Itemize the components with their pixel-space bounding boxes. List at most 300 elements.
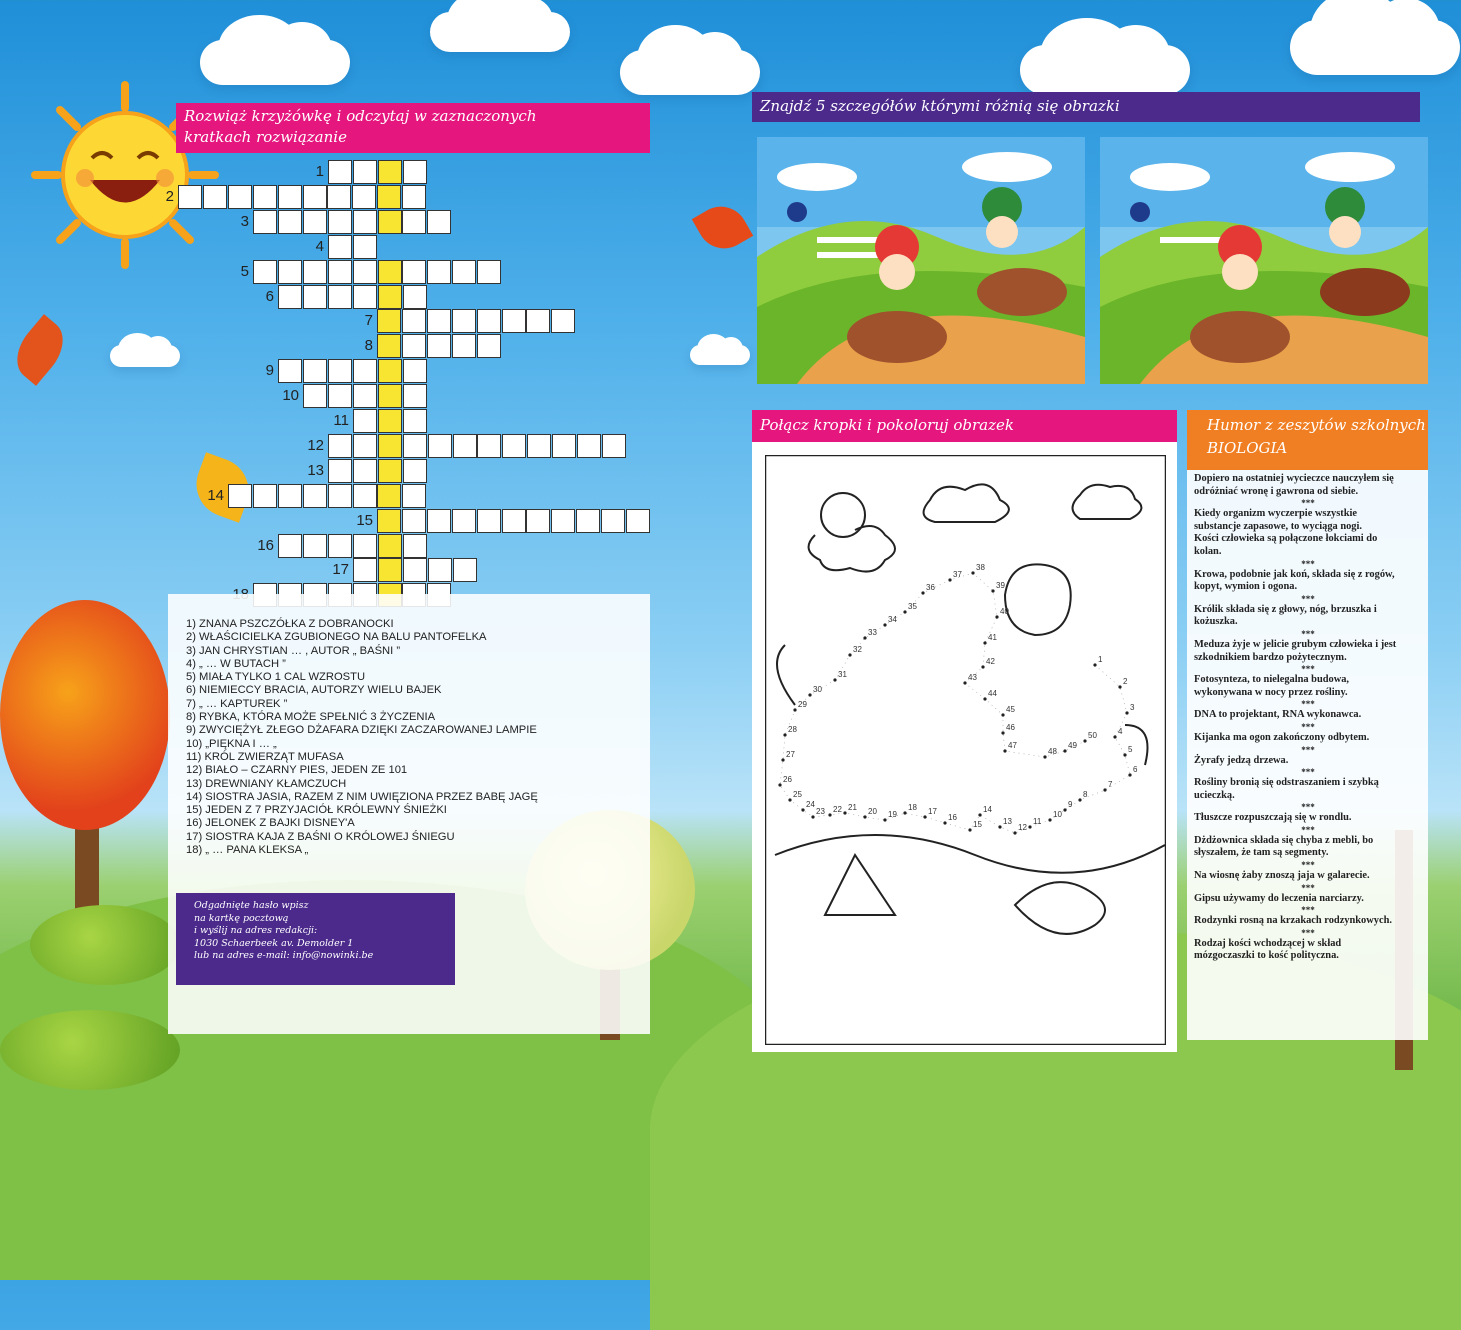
dot-point <box>971 571 974 574</box>
crossword-cell[interactable] <box>378 160 402 184</box>
joke-separator: *** <box>1301 927 1315 938</box>
clue-item: 10) „PIĘKNA I … „ <box>186 737 277 750</box>
crossword-title-line2: kratkach rozwiązanie <box>184 128 347 146</box>
dot-number: 46 <box>1006 723 1015 732</box>
crossword-cell[interactable] <box>353 210 377 234</box>
crossword-cell[interactable] <box>452 509 476 533</box>
crossword-cell[interactable] <box>353 160 377 184</box>
crossword-cell[interactable] <box>502 434 526 458</box>
dot-point <box>1125 711 1128 714</box>
crossword-cell[interactable] <box>378 459 402 483</box>
crossword-cell[interactable] <box>427 260 451 284</box>
dot-number: 2 <box>1123 677 1128 686</box>
crossword-cell[interactable] <box>378 558 402 582</box>
differences-title-banner <box>752 92 1420 122</box>
dot-point <box>863 815 866 818</box>
dot-point <box>1113 735 1116 738</box>
crossword-cell[interactable] <box>328 359 352 383</box>
dot-number: 27 <box>786 750 795 759</box>
cloud <box>1290 20 1460 75</box>
joke-line: Fotosynteza, to nielegalna budowa, <box>1194 674 1349 686</box>
address-lines <box>194 900 455 963</box>
clue-item: 8) RYBKA, KTÓRA MOŻE SPEŁNIĆ 3 ŻYCZENIA <box>186 711 436 724</box>
crossword-cell[interactable] <box>327 185 351 209</box>
joke-item <box>1194 569 1422 594</box>
crossword-cell[interactable] <box>353 285 377 309</box>
crossword-cell[interactable] <box>477 434 501 458</box>
joke-separator: *** <box>1301 664 1315 675</box>
humor-title-banner <box>1187 410 1428 470</box>
dot-point <box>1043 755 1046 758</box>
dot-point <box>1028 825 1031 828</box>
crossword-cell[interactable] <box>253 260 277 284</box>
crossword-cell[interactable] <box>602 434 626 458</box>
joke-line: Rodzynki rosną na krzakach rodzynkowych. <box>1194 915 1392 927</box>
cloud <box>110 345 180 367</box>
dot-point <box>983 697 986 700</box>
crossword-cell[interactable] <box>253 210 277 234</box>
joke-line: Rośliny bronią się odstraszaniem i szybką <box>1194 777 1379 789</box>
joke-line: Królik składa się z głowy, nóg, brzuszka i <box>1194 603 1377 615</box>
dot-number: 32 <box>853 645 862 654</box>
dot-point <box>903 610 906 613</box>
joke-item <box>1194 732 1422 745</box>
crossword-cell[interactable] <box>378 409 402 433</box>
joke-item <box>1194 508 1422 558</box>
crossword-title-line1: Rozwiąż krzyżówkę i odczytaj w zaznaczonych <box>184 107 537 125</box>
dots-picture <box>765 455 1166 1045</box>
crossword-cell[interactable] <box>626 509 650 533</box>
crossword-cell[interactable] <box>427 334 451 358</box>
clue-item: 14) SIOSTRA JASIA, RAZEM Z NIM UWIĘZIONA PRZEZ BABĘ JAGĘ <box>186 790 538 803</box>
crossword-cell[interactable] <box>328 459 352 483</box>
crossword-row-number: 9 <box>265 362 274 380</box>
dot-number: 33 <box>868 628 877 637</box>
crossword-cell[interactable] <box>353 235 377 259</box>
crossword-cell[interactable] <box>402 185 426 209</box>
dot-point <box>781 758 784 761</box>
crossword-cell[interactable] <box>403 384 427 408</box>
dot-number: 50 <box>1088 731 1097 740</box>
crossword-cell[interactable] <box>601 509 625 533</box>
dots-title-banner <box>752 410 1177 442</box>
crossword-cell[interactable] <box>377 484 401 508</box>
joke-separator: *** <box>1301 699 1315 710</box>
joke-item <box>1194 674 1422 699</box>
joke-line: Żyrafy jedzą drzewa. <box>1194 754 1289 766</box>
crossword-cell[interactable] <box>278 285 302 309</box>
dot-point <box>1123 753 1126 756</box>
joke-line: kopyt, wymion i ogona. <box>1194 581 1298 593</box>
dot-point <box>828 813 831 816</box>
humor-jokes-list <box>1194 473 1422 963</box>
crossword-cell[interactable] <box>526 509 550 533</box>
cloud <box>430 12 570 52</box>
joke-separator: *** <box>1301 558 1315 569</box>
crossword-cell[interactable] <box>278 359 302 383</box>
dot-number: 23 <box>816 807 825 816</box>
clue-item: 11) KRÓL ZWIERZĄT MUFASA <box>186 750 344 763</box>
crossword-row-number: 3 <box>240 212 249 230</box>
crossword-cell[interactable] <box>353 260 377 284</box>
crossword-cell[interactable] <box>328 210 352 234</box>
dot-number: 21 <box>848 803 857 812</box>
crossword-cell[interactable] <box>427 509 451 533</box>
joke-line: Kijanka ma ogon zakończony odbytem. <box>1194 731 1370 743</box>
crossword-cell[interactable] <box>303 210 327 234</box>
address-line: lub na adres e-mail: info@nowinki.be <box>194 950 374 961</box>
crossword-cell[interactable] <box>353 558 377 582</box>
clue-item: 15) JEDEN Z 7 PRZYJACIÓŁ KRÓLEWNY ŚNIEŻKI <box>186 804 447 817</box>
crossword-cell[interactable] <box>303 285 327 309</box>
dot-point <box>1001 731 1004 734</box>
dot-point <box>783 733 786 736</box>
crossword-cell[interactable] <box>378 210 402 234</box>
dot-number: 1 <box>1098 655 1103 664</box>
crossword-cell[interactable] <box>352 185 376 209</box>
dot-point <box>1078 798 1081 801</box>
crossword-cell[interactable] <box>427 309 451 333</box>
joke-line: kożuszka. <box>1194 616 1238 628</box>
crossword-cell[interactable] <box>428 434 452 458</box>
dot-point <box>921 591 924 594</box>
crossword-row-number: 13 <box>307 461 324 479</box>
clue-item: 6) NIEMIECCY BRACIA, AUTORZY WIELU BAJEK <box>186 684 442 697</box>
dot-point <box>1013 831 1016 834</box>
crossword-cell[interactable] <box>377 309 401 333</box>
crossword-row-number: 8 <box>364 337 373 355</box>
crossword-row-number: 2 <box>165 187 174 205</box>
crossword-cell[interactable] <box>328 484 352 508</box>
dot-point <box>903 811 906 814</box>
dot-point <box>808 693 811 696</box>
crossword-row-number: 15 <box>356 511 373 529</box>
crossword-row-number: 1 <box>315 163 324 180</box>
cloud <box>1020 45 1190 95</box>
dot-point <box>811 815 814 818</box>
crossword-cell[interactable] <box>452 309 476 333</box>
crossword-cell[interactable] <box>526 309 550 333</box>
crossword-cell[interactable] <box>403 160 427 184</box>
crossword-row-number: 5 <box>240 262 249 280</box>
joke-line: szkodnikiem bardzo pożytecznym. <box>1194 651 1347 663</box>
crossword-cell[interactable] <box>403 558 427 582</box>
crossword-cell[interactable] <box>402 509 426 533</box>
crossword-cell[interactable] <box>402 334 426 358</box>
crossword-cell[interactable] <box>502 509 526 533</box>
crossword-cell[interactable] <box>278 210 302 234</box>
joke-item <box>1194 777 1422 802</box>
clue-item: 5) MIAŁA TYLKO 1 CAL WZROSTU <box>186 671 366 684</box>
clue-item: 7) „ … KAPTUREK ” <box>186 697 288 710</box>
cloud <box>690 345 750 365</box>
dot-number: 28 <box>788 725 797 734</box>
clue-item: 12) BIAŁO – CZARNY PIES, JEDEN ZE 101 <box>186 764 408 777</box>
joke-line: Dopiero na ostatniej wycieczce nauczyłem się <box>1194 473 1394 484</box>
address-line: 1030 Schaerbeek av. Demolder 1 <box>194 937 354 949</box>
joke-line: wykonywana w nocy przez rośliny. <box>1194 686 1348 698</box>
crossword-cell[interactable] <box>328 260 352 284</box>
dot-number: 13 <box>1003 817 1012 826</box>
crossword-cell[interactable] <box>527 434 551 458</box>
crossword-cell[interactable] <box>551 309 575 333</box>
crossword-cell[interactable] <box>403 434 427 458</box>
crossword-cell[interactable] <box>552 434 576 458</box>
clue-item: 13) DREWNIANY KŁAMCZUCH <box>186 777 347 790</box>
crossword-cell[interactable] <box>502 309 526 333</box>
crossword-row-number: 17 <box>332 561 349 579</box>
joke-line: Rodzaj kości wchodzącej w skład <box>1194 937 1342 949</box>
crossword-cell[interactable] <box>328 235 352 259</box>
dot-point <box>1083 739 1086 742</box>
dot-number: 30 <box>813 685 822 694</box>
bush <box>30 905 180 985</box>
crossword-cell[interactable] <box>228 484 252 508</box>
crossword-cell[interactable] <box>402 309 426 333</box>
crossword-cell[interactable] <box>576 509 600 533</box>
crossword-cell[interactable] <box>328 534 352 558</box>
joke-line: Kiedy organizm wyczerpie wszystkie <box>1194 508 1358 520</box>
crossword-cell[interactable] <box>377 185 401 209</box>
crossword-row-number: 16 <box>257 536 274 554</box>
crossword-cell[interactable] <box>477 260 501 284</box>
dot-point <box>978 813 981 816</box>
dot-point <box>848 653 851 656</box>
dot-point <box>1003 749 1006 752</box>
dot-point <box>1128 773 1131 776</box>
dot-number: 16 <box>948 813 957 822</box>
dot-point <box>943 821 946 824</box>
dot-point <box>948 578 951 581</box>
dot-number: 6 <box>1133 765 1138 774</box>
dot-number: 9 <box>1068 800 1073 809</box>
crossword-cell[interactable] <box>403 534 427 558</box>
crossword-cell[interactable] <box>378 384 402 408</box>
joke-line: kolan. <box>1194 545 1222 557</box>
joke-item <box>1194 473 1422 498</box>
difference-picture-right <box>1100 137 1428 384</box>
crossword-cell[interactable] <box>253 484 277 508</box>
joke-item <box>1194 915 1422 928</box>
crossword-cell[interactable] <box>452 334 476 358</box>
crossword-cell[interactable] <box>278 534 302 558</box>
dot-point <box>883 818 886 821</box>
crossword-cell[interactable] <box>228 185 252 209</box>
crossword-cell[interactable] <box>353 459 377 483</box>
crossword-cell[interactable] <box>477 509 501 533</box>
crossword-cell[interactable] <box>477 309 501 333</box>
dot-number: 49 <box>1068 741 1077 750</box>
dot-number: 22 <box>833 805 842 814</box>
dot-point <box>788 798 791 801</box>
crossword-cell[interactable] <box>328 160 352 184</box>
crossword-cell[interactable] <box>303 384 327 408</box>
humor-title-line1: Humor z zeszytów szkolnych <box>1207 416 1426 434</box>
clue-item: 16) JELONEK Z BAJKI DISNEY'A <box>186 817 355 830</box>
crossword-cell[interactable] <box>577 434 601 458</box>
dot-number: 36 <box>926 583 935 592</box>
differences-title: Znajdź 5 szczegółów którymi różnią się obrazki <box>760 97 1120 115</box>
crossword-cell[interactable] <box>378 534 402 558</box>
clue-item: 17) SIOSTRA KAJA Z BAŚNI O KRÓLOWEJ ŚNIEGU <box>186 830 455 843</box>
joke-separator: *** <box>1301 824 1315 835</box>
joke-line: odróżniać wronę i gawrona od siebie. <box>1194 485 1359 497</box>
dot-point <box>863 636 866 639</box>
crossword-title-banner <box>176 103 650 153</box>
joke-separator: *** <box>1301 498 1315 509</box>
joke-line: Kości człowieka są połączone łokciami do <box>1194 533 1378 545</box>
crossword-cell[interactable] <box>253 185 277 209</box>
crossword-cell[interactable] <box>453 434 477 458</box>
dot-point <box>1001 713 1004 716</box>
joke-item <box>1194 812 1422 825</box>
crossword-cell[interactable] <box>278 484 302 508</box>
dot-number: 5 <box>1128 745 1133 754</box>
joke-line: substancje zapasowe, to wyciąga nogi. <box>1194 520 1362 532</box>
crossword-cell[interactable] <box>403 409 427 433</box>
crossword-cell[interactable] <box>402 484 426 508</box>
crossword-cell[interactable] <box>477 334 501 358</box>
joke-separator: *** <box>1301 744 1315 755</box>
crossword-cell[interactable] <box>378 359 402 383</box>
dot-point <box>995 615 998 618</box>
joke-item <box>1194 639 1422 664</box>
dot-point <box>1093 663 1096 666</box>
crossword-cell[interactable] <box>303 484 327 508</box>
crossword-cell[interactable] <box>303 359 327 383</box>
dot-point <box>843 811 846 814</box>
crossword-cell[interactable] <box>353 384 377 408</box>
crossword-cell[interactable] <box>278 185 302 209</box>
dot-number: 8 <box>1083 790 1088 799</box>
humor-title-line2: BIOLOGIA <box>1207 439 1288 457</box>
crossword-cell[interactable] <box>402 210 426 234</box>
crossword-cell[interactable] <box>353 409 377 433</box>
crossword-cell[interactable] <box>303 534 327 558</box>
joke-line: mózgoczaszki to kość polityczna. <box>1194 950 1339 962</box>
dot-number: 40 <box>1000 607 1009 616</box>
crossword-cell[interactable] <box>428 558 452 582</box>
clue-item: 2) WŁAŚCICIELKA ZGUBIONEGO NA BALU PANTOFELKA <box>186 631 487 644</box>
joke-separator: *** <box>1301 802 1315 813</box>
joke-item <box>1194 870 1422 883</box>
address-box <box>176 893 455 985</box>
crossword-cell[interactable] <box>378 285 402 309</box>
dot-number: 44 <box>988 689 997 698</box>
dot-number: 35 <box>908 602 917 611</box>
crossword-cell[interactable] <box>278 260 302 284</box>
crossword-cell[interactable] <box>403 285 427 309</box>
crossword-cell[interactable] <box>403 359 427 383</box>
crossword-cell[interactable] <box>178 185 202 209</box>
joke-line: ucieczką. <box>1194 789 1235 801</box>
joke-line: Gipsu używamy do leczenia narciarzy. <box>1194 892 1364 904</box>
dot-number: 14 <box>983 805 992 814</box>
dot-number: 25 <box>793 790 802 799</box>
crossword-cell[interactable] <box>452 260 476 284</box>
crossword-row-number: 6 <box>265 287 274 305</box>
crossword-cell[interactable] <box>353 434 377 458</box>
dot-point <box>883 623 886 626</box>
joke-separator: *** <box>1301 905 1315 916</box>
crossword-cell[interactable] <box>378 434 402 458</box>
dot-number: 38 <box>976 563 985 572</box>
crossword-cell[interactable] <box>303 260 327 284</box>
dot-point <box>991 589 994 592</box>
dot-number: 39 <box>996 581 1005 590</box>
cloud <box>620 50 760 95</box>
crossword-row-number: 12 <box>307 436 324 454</box>
dot-point <box>983 641 986 644</box>
crossword-cell[interactable] <box>328 434 352 458</box>
dot-number: 24 <box>806 800 815 809</box>
joke-line: Dżdżownica składa się chyba z mebli, bo <box>1194 834 1374 846</box>
crossword-cell[interactable] <box>377 509 401 533</box>
joke-separator: *** <box>1301 628 1315 639</box>
dot-number: 29 <box>798 700 807 709</box>
crossword-row-number: 11 <box>333 412 349 429</box>
clue-item: 4) „ … W BUTACH ” <box>186 657 286 670</box>
cloud <box>200 40 350 85</box>
address-line: Odgadnięte hasło wpisz <box>194 900 309 911</box>
crossword-cell[interactable] <box>427 210 451 234</box>
crossword-cell[interactable] <box>402 260 426 284</box>
crossword-cell[interactable] <box>403 459 427 483</box>
joke-item <box>1194 893 1422 906</box>
dot-point <box>1048 818 1051 821</box>
dot-number: 43 <box>968 673 977 682</box>
dot-number: 45 <box>1006 705 1015 714</box>
dot-number: 15 <box>973 820 982 829</box>
joke-line: Meduza żyje w jelicie grubym człowieka i jest <box>1194 638 1397 650</box>
dot-number: 31 <box>838 670 847 679</box>
crossword-cell[interactable] <box>353 484 377 508</box>
dot-point <box>1103 788 1106 791</box>
crossword-cell[interactable] <box>353 359 377 383</box>
clue-item: 3) JAN CHRYSTIAN … , AUTOR „ BAŚNI ” <box>186 644 401 657</box>
clue-item: 18) „ … PANA KLEKSA „ <box>186 844 309 857</box>
crossword-cell[interactable] <box>328 384 352 408</box>
crossword-cell[interactable] <box>378 260 402 284</box>
crossword-cell[interactable] <box>353 534 377 558</box>
dot-number: 42 <box>986 657 995 666</box>
dot-point <box>1063 808 1066 811</box>
dot-number: 19 <box>888 810 897 819</box>
crossword-cell[interactable] <box>328 285 352 309</box>
address-line: i wyślij na adres redakcji: <box>194 925 318 936</box>
dot-point <box>963 681 966 684</box>
crossword-cell[interactable] <box>377 334 401 358</box>
crossword-row-number: 4 <box>315 237 324 255</box>
crossword-cell[interactable] <box>551 509 575 533</box>
dots-title: Połącz kropki i pokoloruj obrazek <box>760 416 1014 434</box>
dot-number: 18 <box>908 803 917 812</box>
dot-number: 34 <box>888 615 897 624</box>
joke-item <box>1194 938 1422 963</box>
joke-separator: *** <box>1301 593 1315 604</box>
joke-item <box>1194 835 1422 860</box>
crossword-row-number: 14 <box>207 486 224 504</box>
crossword-cell[interactable] <box>203 185 227 209</box>
joke-line: Na wiosnę żaby znoszą jaja w galarecie. <box>1194 870 1370 882</box>
clue-item: 1) ZNANA PSZCZÓŁKA Z DOBRANOCKI <box>186 618 394 630</box>
crossword-row-number: 10 <box>282 387 299 405</box>
bush <box>0 1010 180 1090</box>
dot-point <box>801 808 804 811</box>
dot-number: 3 <box>1130 703 1135 712</box>
crossword-cell[interactable] <box>453 558 477 582</box>
crossword-cell[interactable] <box>303 185 327 209</box>
